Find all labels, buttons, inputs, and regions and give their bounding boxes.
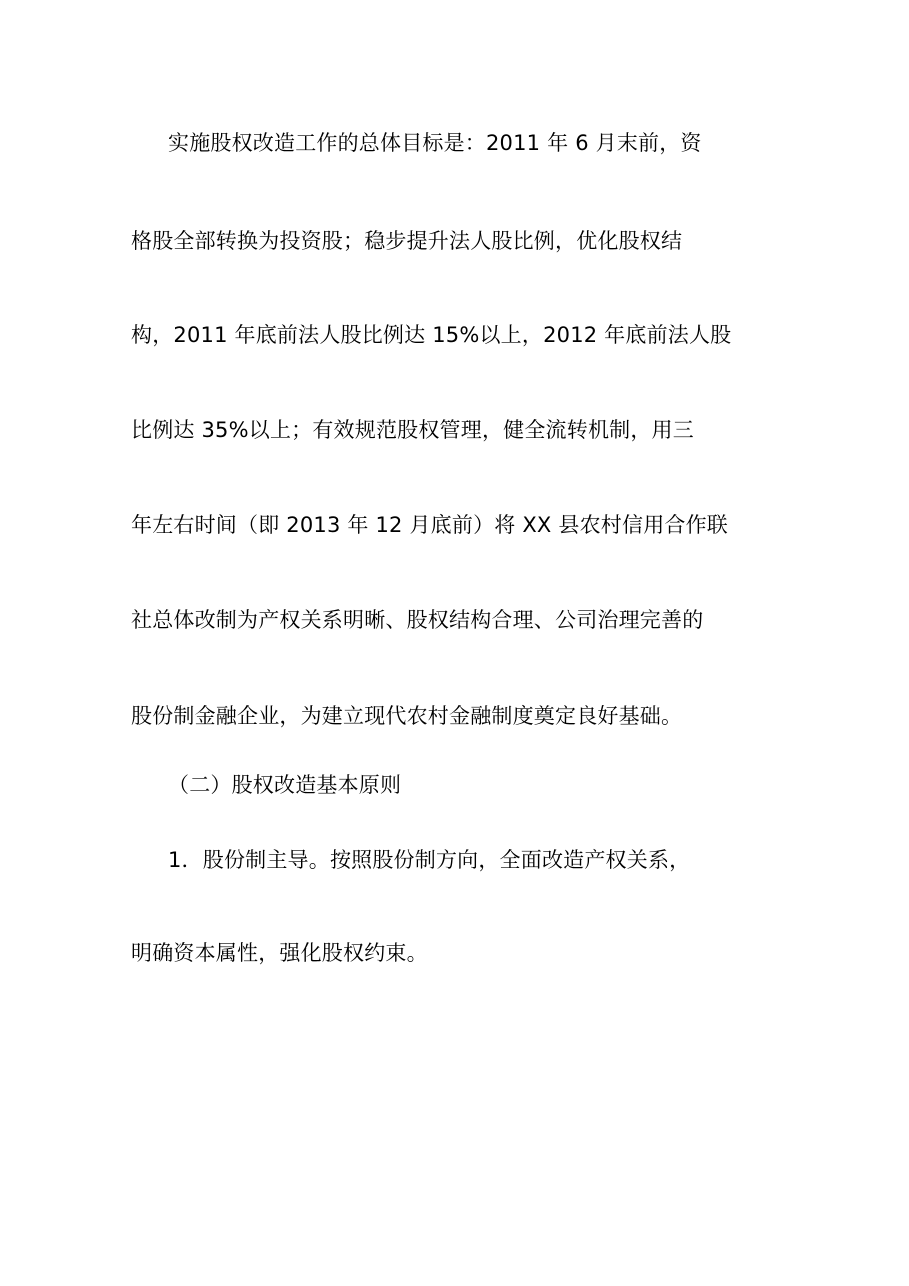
section-heading: （二）股权改造基本原则 xyxy=(168,773,402,797)
paragraph-text-line: 年左右时间（即 2013 年 12 月底前）将 XX 县农村信用合作联 xyxy=(131,513,728,537)
paragraph-text-line: 构，2011 年底前法人股比例达 15%以上，2012 年底前法人股 xyxy=(131,323,732,347)
paragraph-text-line: 格股全部转换为投资股；稳步提升法人股比例，优化股权结 xyxy=(131,229,683,253)
paragraph-text-line: 股份制金融企业，为建立现代农村金融制度奠定良好基础。 xyxy=(131,704,683,728)
paragraph-text-line: 实施股权改造工作的总体目标是：2011 年 6 月末前，资 xyxy=(168,131,702,155)
paragraph-text-line: 社总体改制为产权关系明晰、股权结构合理、公司治理完善的 xyxy=(131,608,704,632)
paragraph-text-line: 比例达 35%以上；有效规范股权管理，健全流转机制，用三 xyxy=(131,418,694,442)
principle-text-line: 明确资本属性，强化股权约束。 xyxy=(131,941,428,965)
principle-text-line: 1．股份制主导。按照股份制方向，全面改造产权关系， xyxy=(168,848,691,872)
